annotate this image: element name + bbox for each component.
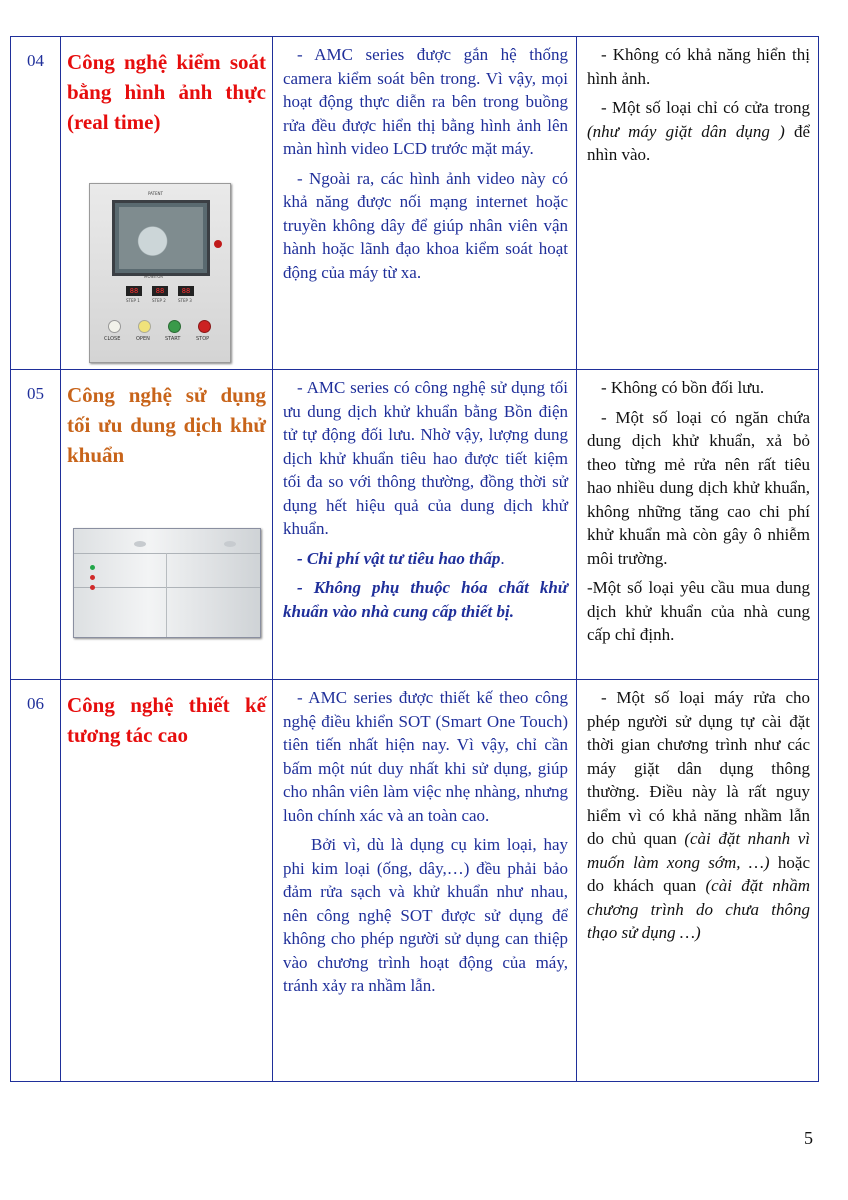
button-label: STOP: [196, 336, 210, 342]
text-run: để nhìn vào.: [587, 121, 810, 164]
other-paragraph: -Một số loại yêu cầu mua dung dịch khử khuẩn của nhà cung cấp chỉ định.: [587, 578, 810, 644]
amc-paragraph: - AMC series có công nghệ sử dụng tối ưu dung dịch khử khuẩn bằng Bồn điện tử tự động đối lưu. Nhờ vậy, lượng dung dịch khử khuẩn tiêu hao được tiết kiệm tối đa so với thông thường, đồng thời sử dụng hết hiệu quả của dung dịch khử khuẩn.: [283, 378, 568, 538]
feature-cell: [61, 37, 273, 370]
amc-cell: [273, 680, 577, 1082]
lcd-screen: [112, 200, 210, 276]
status-led-icon: [90, 565, 95, 570]
page-number: 5: [804, 1128, 813, 1148]
amc-paragraph: - AMC series được gắn hệ thống camera kiểm soát bên trong. Vì vậy, mọi hoạt động thực diễn ra bên trong buồng rửa đều được hiển thị bằng hình ảnh lên màn hình video LCD trước mặt máy.: [283, 45, 568, 158]
amc-highlight: [283, 547, 568, 571]
table-row: [11, 37, 819, 370]
panel-bottom-label: MONITOR: [144, 274, 164, 279]
text-run: - Chi phí vật tư tiêu hao thấp: [297, 548, 501, 568]
amc-paragraph: - Ngoài ra, các hình ảnh video này có khả năng được nối mạng internet hoặc truyền không dây để giúp nhân viên vận hành hoặc lãnh đạo khoa kiểm soát hoạt động của máy từ xa.: [283, 168, 568, 282]
status-led-icon: [90, 585, 95, 590]
amc-paragraph: - AMC series được thiết kế theo công nghệ điều khiển SOT (Smart One Touch) tiên tiến nhất hiện nay. Vì vậy, chỉ cần bấm một nút duy nhất khi sử dụng, giúp cho nhân viên làm việc nhẹ nhàng, nhưng luôn chính xác và an toàn cao.: [283, 688, 568, 825]
step-display: 88: [152, 286, 168, 296]
step-label: STEP 3: [178, 298, 192, 303]
other-paragraph: [587, 686, 810, 945]
other-paragraph: [587, 96, 810, 167]
close-button-icon: [108, 320, 121, 333]
control-panel-photo: [89, 183, 231, 363]
italic-run: (cài đặt nhanh vì muốn làm xong sớm, …): [587, 829, 811, 872]
feature-title: Công nghệ kiểm soát bằng hình ảnh thực (real time): [67, 50, 266, 134]
other-paragraph: - Không có bồn đối lưu.: [601, 378, 765, 397]
other-cell: [577, 37, 819, 370]
amc-cell: [273, 370, 577, 680]
status-led-icon: [90, 575, 95, 580]
button-label: START: [165, 336, 181, 342]
step-display: 88: [126, 286, 142, 296]
row-number: 05: [11, 370, 61, 680]
italic-run: (cài đặt nhầm chương trình do chưa thông thạo sử dụng …): [587, 876, 810, 942]
feature-title: Công nghệ sử dụng tối ưu dung dịch khử khuẩn: [67, 383, 266, 467]
italic-run: (như máy giặt dân dụng ): [587, 121, 785, 141]
row-number: 06: [11, 680, 61, 1082]
amc-highlight: - Không phụ thuộc hóa chất khử khuẩn vào nhà cung cấp thiết bị.: [283, 578, 568, 621]
other-cell: [577, 370, 819, 680]
open-button-icon: [138, 320, 151, 333]
cabinet-photo: [73, 528, 261, 638]
feature-cell: [61, 680, 273, 1082]
text-run: - Một số loại chỉ có cửa trong: [601, 98, 810, 117]
other-paragraph: - Một số loại có ngăn chứa dung dịch khử khuẩn, xả bỏ theo từng mẻ rửa nên rất tiêu hao nhiều dung dịch khử khuẩn, không những tăng cao chi phí khử khuẩn mà còn gây ô nhiễm môi trường.: [587, 407, 810, 568]
stop-button-icon: [198, 320, 211, 333]
comparison-table: [10, 36, 819, 1082]
text-run: - Một số loại máy rửa cho phép người sử dụng tự cài đặt thời gian chương trình như các máy giặt dân dụng thông thường. Điều này là rất nguy hiểm vì có khả năng nhầm lẫn do chủ quan: [587, 688, 810, 848]
table-row: [11, 680, 819, 1082]
cabinet-lid: [134, 541, 146, 547]
feature-cell: [61, 370, 273, 680]
step-label: STEP 1: [126, 298, 140, 303]
table-row: [11, 370, 819, 680]
emergency-knob: [214, 240, 222, 248]
step-label: STEP 2: [152, 298, 166, 303]
text-run: hoặc do khách quan: [587, 852, 810, 895]
button-label: OPEN: [136, 336, 150, 342]
button-label: CLOSE: [104, 336, 121, 342]
amc-paragraph: Bởi vì, dù là dụng cụ kim loại, hay phi kim loại (ống, dây,…) đều phải bảo đảm rửa sạch và khử khuẩn như nhau, nên công nghệ SOT được sử dụng để không cho phép người sử dụng can thiệp vào chương trình hoạt động của máy, tránh xảy ra nhầm lẫn.: [283, 835, 568, 995]
other-paragraph: - Không có khả năng hiển thị hình ảnh.: [587, 45, 810, 88]
amc-cell: [273, 37, 577, 370]
feature-title: Công nghệ thiết kế tương tác cao: [67, 693, 266, 747]
other-cell: [577, 680, 819, 1082]
start-button-icon: [168, 320, 181, 333]
panel-top-label: PATENT: [148, 191, 163, 196]
cabinet-lid: [224, 541, 236, 547]
text-run: .: [500, 548, 505, 568]
row-number: 04: [11, 37, 61, 370]
step-display: 88: [178, 286, 194, 296]
